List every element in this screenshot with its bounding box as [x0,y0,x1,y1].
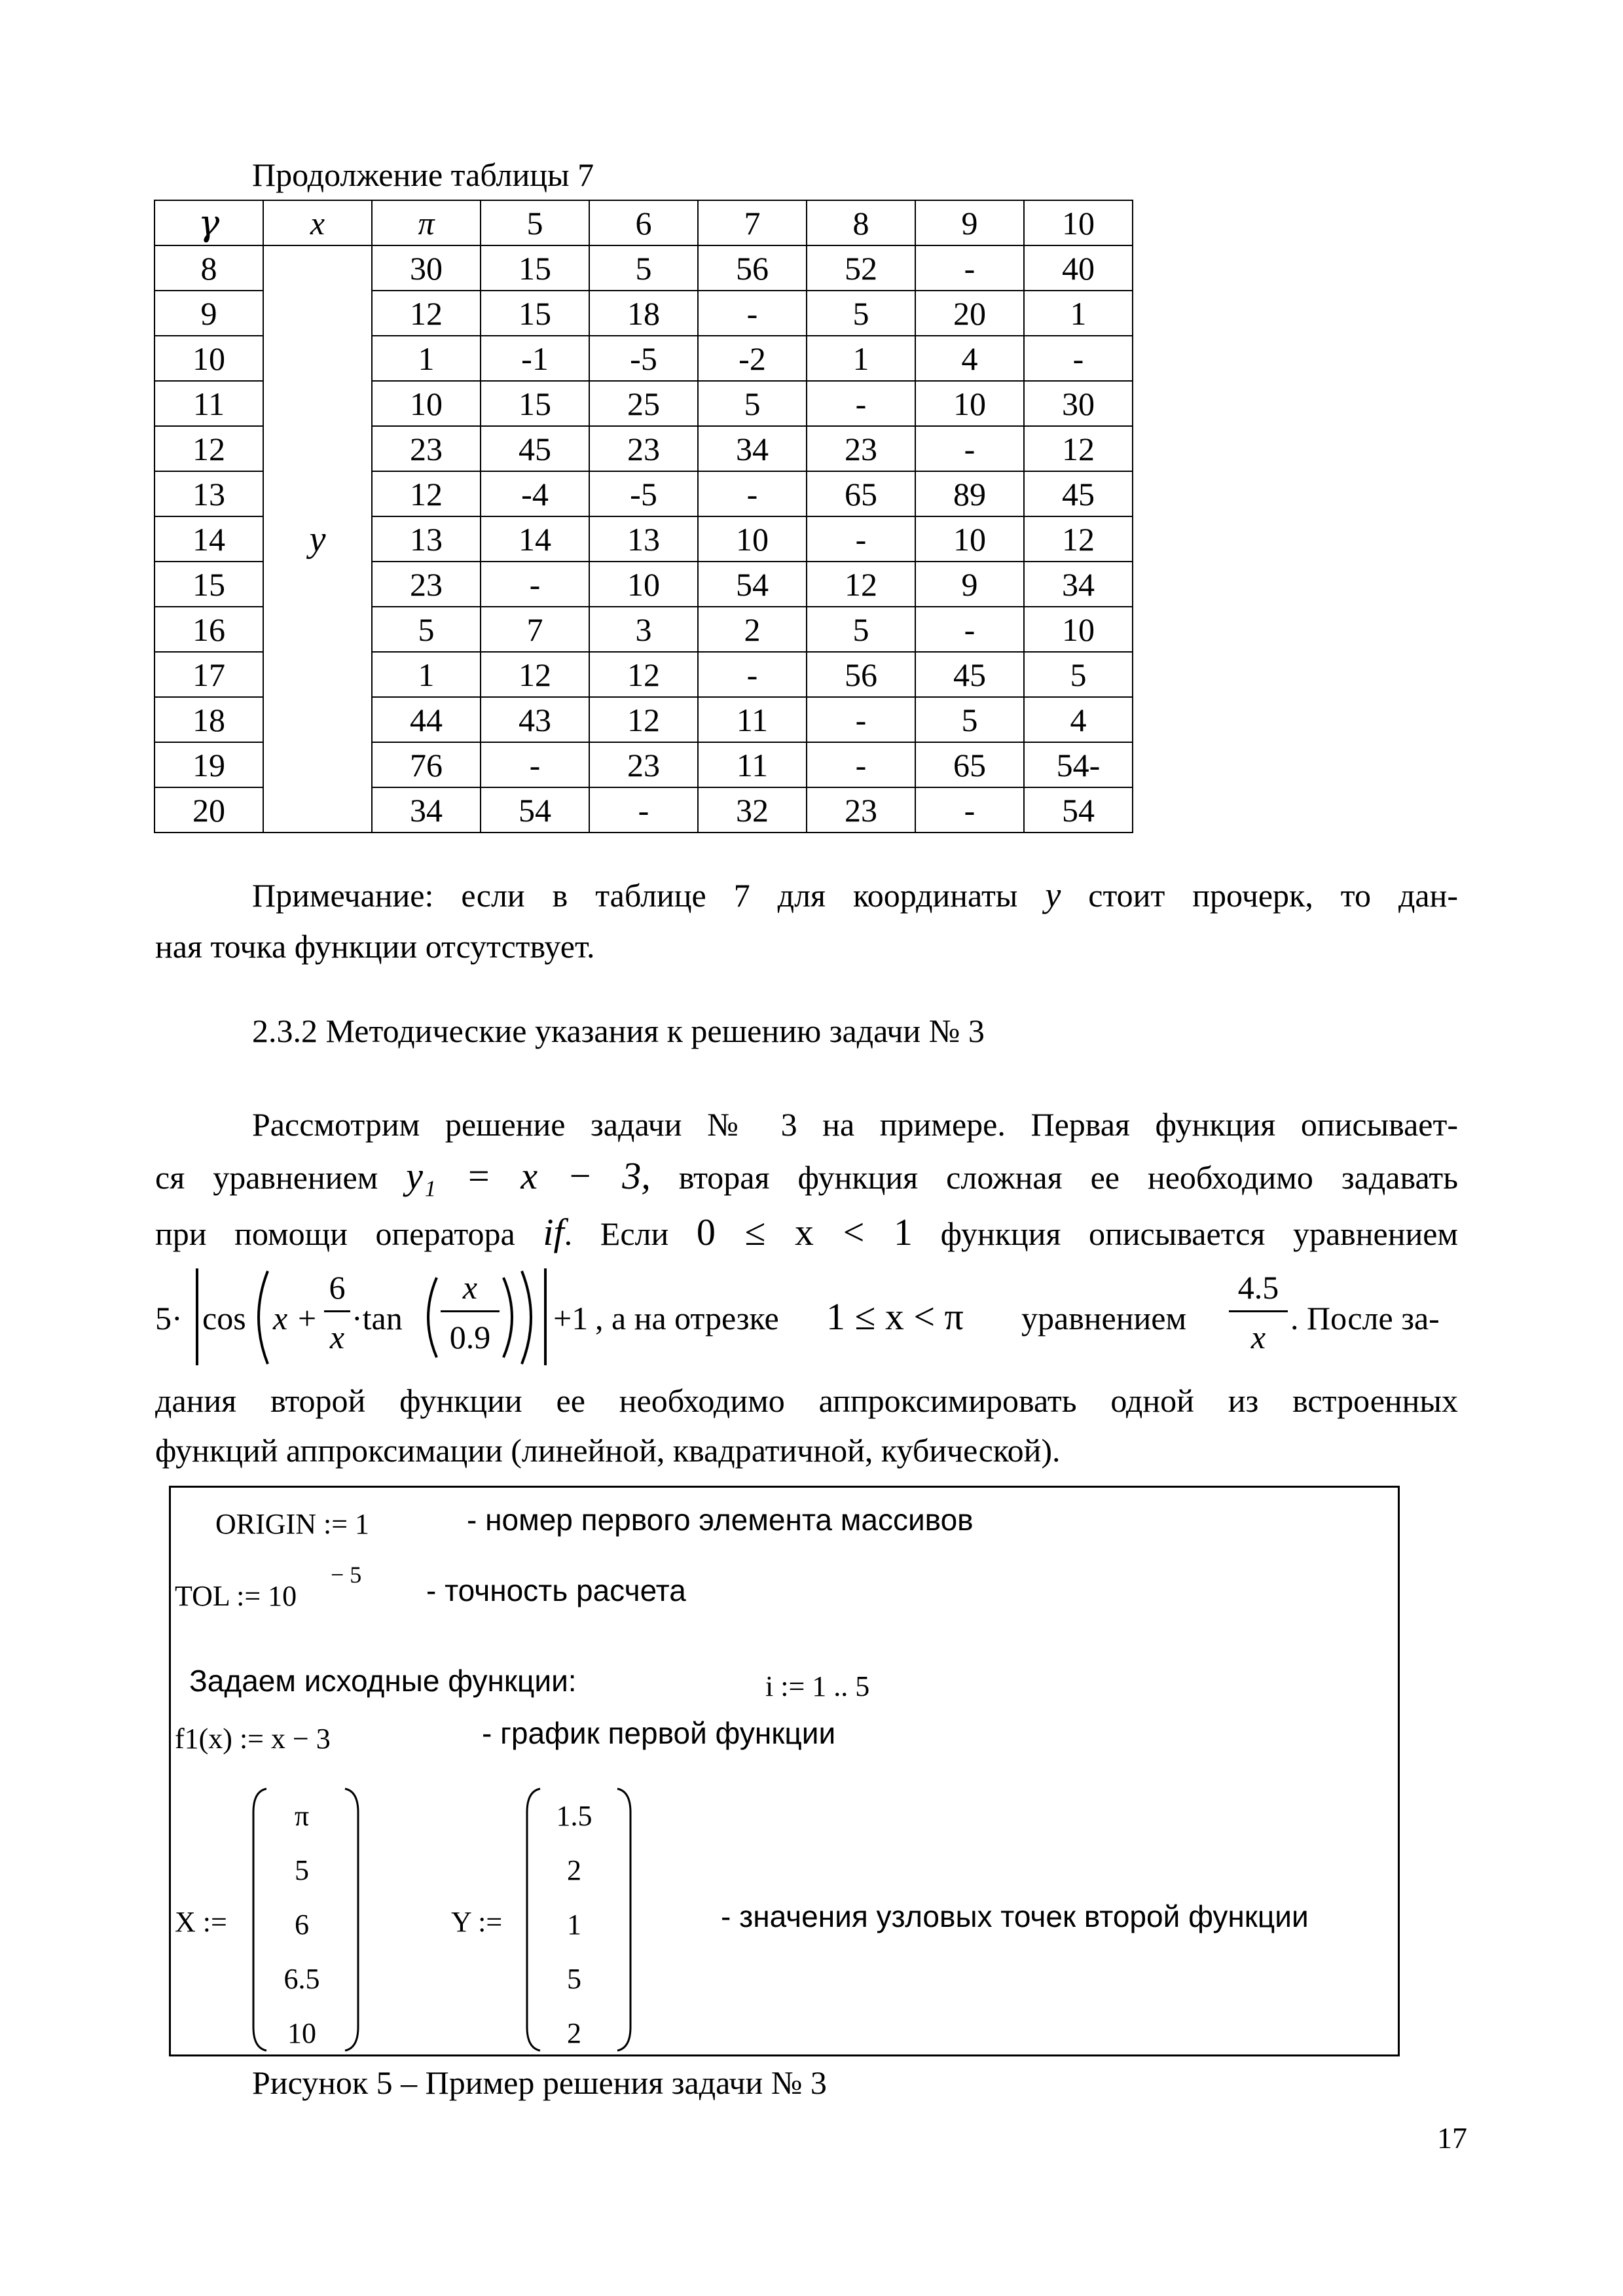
abs-bar-left [196,1268,198,1365]
paren-open-1 [247,1270,273,1365]
value-cell: 10 [915,516,1024,562]
value-cell: - [1024,336,1133,381]
y-matrix-label: Y := [451,1906,503,1938]
value-cell: 4 [915,336,1024,381]
y-value: 1 [567,1909,581,1941]
gamma-cell: 20 [155,787,263,833]
tol-exponent: − 5 [331,1562,362,1588]
value-cell: 30 [1024,381,1133,426]
formula-line [155,1263,1465,1374]
formula-tan: ·tan [352,1300,403,1336]
value-cell: 23 [589,742,698,787]
value-cell: - [915,426,1024,471]
value-cell: 23 [807,426,915,471]
value-cell: -5 [589,471,698,516]
value-cell: - [698,652,807,697]
value-cell: 11 [698,697,807,742]
y-value: 2 [567,2017,581,2049]
operator-if: if [543,1211,564,1253]
value-cell: 54 [1024,787,1133,833]
condition-2: 1 ≤ x < π [826,1295,964,1338]
header-pi: π [372,200,481,245]
frac3-den: x [1250,1319,1266,1355]
value-cell: 10 [698,516,807,562]
gamma-cell: 9 [155,291,263,336]
value-cell: 54- [1024,742,1133,787]
paragraph-1-line-2 [155,1153,1458,1199]
note-text-a: Примечание: если в таблице 7 для координаты [252,877,1018,914]
value-cell: 89 [915,471,1024,516]
value-cell: 12 [589,652,698,697]
value-cell: 7 [481,607,589,652]
value-cell: - [589,787,698,833]
note-var-y: y [1045,875,1061,914]
value-cell: 20 [915,291,1024,336]
frac2-num: x [462,1269,478,1306]
value-cell: 5 [915,697,1024,742]
value-cell: - [915,787,1024,833]
note-line-1 [155,874,1458,916]
value-cell: 15 [481,381,589,426]
formula-cos: cos [202,1300,246,1336]
y-label-cell: y [263,245,372,833]
formula-plus: + [298,1300,317,1336]
value-cell: 34 [372,787,481,833]
functions-title: Задаем исходные функции: [189,1664,577,1698]
value-cell: 18 [589,291,698,336]
value-cell: 54 [481,787,589,833]
value-cell: 1 [807,336,915,381]
frac1-bar [324,1310,350,1312]
header-cell: 9 [915,200,1024,245]
value-cell: 13 [372,516,481,562]
table-header-row [155,200,1133,245]
gamma-cell: 12 [155,426,263,471]
value-cell: 12 [807,562,915,607]
value-cell: 12 [1024,516,1133,562]
value-cell: 45 [915,652,1024,697]
value-cell: 15 [481,245,589,291]
value-cell: 10 [589,562,698,607]
value-cell: 10 [372,381,481,426]
gamma-cell: 18 [155,697,263,742]
origin-comment: - номер первого элемента массивов [467,1503,974,1537]
value-cell: 45 [1024,471,1133,516]
value-cell: 25 [589,381,698,426]
value-cell: 14 [481,516,589,562]
header-cell: 10 [1024,200,1133,245]
x-value: 5 [295,1854,309,1886]
figure-caption: Рисунок 5 – Пример решения задачи № 3 [252,2064,827,2101]
y-value: 1.5 [556,1800,593,1832]
formula-five: 5· [155,1300,183,1336]
value-cell: 1 [1024,291,1133,336]
value-cell: 23 [372,426,481,471]
value-cell: 5 [589,245,698,291]
p1-l2-a: ся уравнением [155,1159,378,1196]
p1-l2-b: вторая функция сложная ее необходимо задавать [678,1159,1458,1196]
value-cell: - [915,607,1024,652]
header-cell: 6 [589,200,698,245]
value-cell: 30 [372,245,481,291]
value-cell: 10 [915,381,1024,426]
value-cell: - [915,245,1024,291]
mathcad-figure [169,1486,1400,2056]
p1-l3-c: функция описывается уравнением [940,1215,1459,1252]
value-cell: -2 [698,336,807,381]
origin-expression: ORIGIN := 1 [215,1508,370,1540]
value-cell: - [481,742,589,787]
value-cell: -5 [589,336,698,381]
value-cell: 1 [372,652,481,697]
x-bracket-right [341,1786,361,2053]
formula-plus-one: +1 [553,1300,589,1336]
data-table [154,200,1133,833]
x-matrix-label: X := [175,1906,227,1938]
value-cell: 15 [481,291,589,336]
x-value: π [294,1800,310,1832]
p1-l3-b: . Если [564,1215,669,1252]
table-caption: Продолжение таблицы 7 [252,156,594,193]
value-cell: - [807,516,915,562]
header-gamma: γ [155,200,263,245]
formula-y1: y₁ = x − 3, [406,1155,651,1197]
note-text-b: стоит прочерк, то дан- [1088,877,1458,914]
paren-close-1 [517,1270,543,1365]
value-cell: - [807,697,915,742]
value-cell: 5 [807,291,915,336]
y-value: 2 [567,1854,581,1886]
value-cell: 45 [481,426,589,471]
gamma-cell: 17 [155,652,263,697]
f1-comment: - график первой функции [482,1716,836,1750]
header-cell: 8 [807,200,915,245]
value-cell: 56 [698,245,807,291]
value-cell: 65 [807,471,915,516]
value-cell: 1 [372,336,481,381]
value-cell: 76 [372,742,481,787]
value-cell: 5 [698,381,807,426]
f1-expression: f1(x) := x − 3 [175,1723,331,1755]
value-cell: 12 [372,471,481,516]
value-cell: - [807,381,915,426]
gamma-cell: 10 [155,336,263,381]
value-cell: 9 [915,562,1024,607]
abs-bar-right [544,1268,547,1365]
condition-1: 0 ≤ x < 1 [696,1211,913,1253]
value-cell: 11 [698,742,807,787]
frac2-bar [441,1310,500,1312]
gamma-cell: 8 [155,245,263,291]
value-cell: 5 [1024,652,1133,697]
tol-comment: - точность расчета [426,1573,686,1607]
value-cell: 10 [1024,607,1133,652]
header-x: x [263,200,372,245]
value-cell: 54 [698,562,807,607]
value-cell: 3 [589,607,698,652]
value-cell: 52 [807,245,915,291]
paren-open-2 [417,1276,441,1359]
x-value: 6 [295,1909,309,1941]
value-cell: 12 [481,652,589,697]
value-cell: 43 [481,697,589,742]
header-cell: 7 [698,200,807,245]
value-cell: - [698,291,807,336]
gamma-cell: 19 [155,742,263,787]
value-cell: -1 [481,336,589,381]
value-cell: 23 [589,426,698,471]
value-cell: 5 [807,607,915,652]
value-cell: 34 [1024,562,1133,607]
x-value: 10 [287,2017,316,2049]
y-value: 5 [567,1963,581,1995]
section-heading: 2.3.2 Методические указания к решению задачи № 3 [252,1013,985,1049]
value-cell: 34 [698,426,807,471]
gamma-cell: 13 [155,471,263,516]
value-cell: 56 [807,652,915,697]
value-cell: - [807,742,915,787]
gamma-cell: 11 [155,381,263,426]
table-row [155,245,1133,291]
value-cell: - [698,471,807,516]
frac3-num: 4.5 [1237,1269,1279,1306]
xy-comment: - значения узловых точек второй функции [721,1899,1309,1933]
value-cell: 23 [807,787,915,833]
note-line-2: ная точка функции отсутствует. [155,928,595,965]
p1-l3-a: при помощи оператора [155,1215,515,1252]
range-expression: i := 1 .. 5 [765,1670,870,1702]
y-bracket-right [613,1786,633,2053]
value-cell: 5 [372,607,481,652]
frac3-bar [1229,1310,1288,1312]
formula-after: . После за- [1290,1300,1440,1336]
formula-text-segment: , а на отрезке [595,1300,779,1336]
value-cell: - [481,562,589,607]
paragraph-2-line-1: дания второй функции ее необходимо аппроксимировать одной из встроенных [155,1382,1458,1419]
gamma-cell: 16 [155,607,263,652]
paragraph-1-line-1: Рассмотрим решение задачи № 3 на примере. Первая функция описывает- [252,1106,1458,1143]
value-cell: 44 [372,697,481,742]
gamma-cell: 14 [155,516,263,562]
value-cell: 12 [1024,426,1133,471]
value-cell: 40 [1024,245,1133,291]
formula-x: x [273,1300,288,1336]
x-value: 6.5 [283,1963,320,1995]
gamma-cell: 15 [155,562,263,607]
frac2-den: 0.9 [449,1319,491,1355]
value-cell: 12 [372,291,481,336]
value-cell: -4 [481,471,589,516]
tol-expression: TOL := 10 [175,1580,297,1612]
formula-word: уравнением [1021,1300,1187,1336]
value-cell: 32 [698,787,807,833]
paragraph-1-line-3 [155,1210,1458,1255]
value-cell: 23 [372,562,481,607]
value-cell: 12 [589,697,698,742]
frac1-den: x [329,1319,345,1355]
value-cell: 2 [698,607,807,652]
header-cell: 5 [481,200,589,245]
value-cell: 65 [915,742,1024,787]
value-cell: 4 [1024,697,1133,742]
frac1-num: 6 [329,1269,346,1306]
page-number: 17 [1437,2121,1467,2155]
paragraph-2-line-2: функций аппроксимации (линейной, квадратичной, кубической). [155,1432,1061,1469]
value-cell: 13 [589,516,698,562]
